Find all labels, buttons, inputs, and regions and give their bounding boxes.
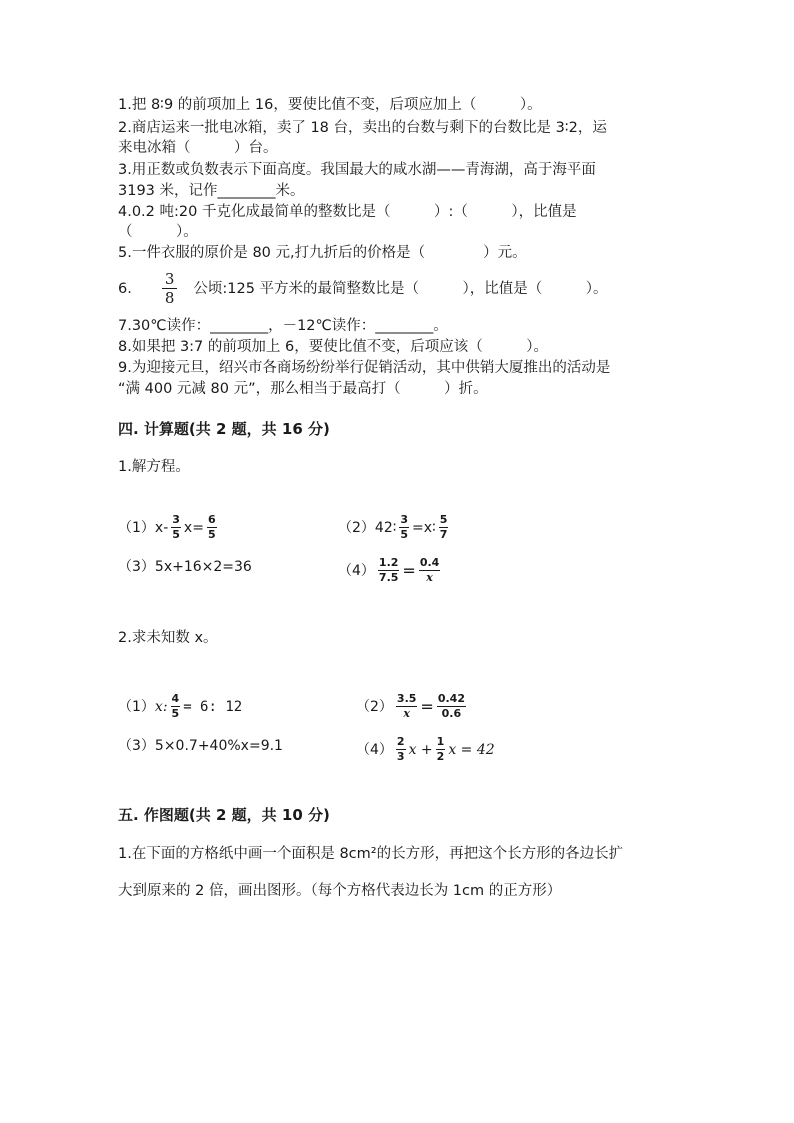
equation-term: x= — [183, 519, 204, 536]
fraction-numerator: 2 — [396, 735, 405, 748]
question-number: 6. — [118, 280, 132, 297]
fraction — [436, 736, 446, 763]
equation-text: 5×0.7+40%x=9.1 — [154, 738, 283, 754]
equation-1-2 — [338, 514, 451, 541]
question-3-4-line1: 4.0.2 吨:20 千克化成最简单的整数比是（ ）:（ ），比值是 — [118, 204, 577, 220]
equation-2-1 — [118, 693, 242, 720]
equation-term: x: — [154, 698, 168, 715]
fraction-numerator: 3 — [172, 513, 180, 526]
question-3-7: 7.30℃读作：________，－12℃读作：________。 — [118, 318, 448, 334]
equation-1-1 — [118, 514, 220, 541]
fraction — [439, 514, 449, 541]
item-label: （4） — [356, 741, 393, 758]
fraction-denominator: 2 — [436, 750, 445, 763]
question-3-4-line2: （ ）。 — [118, 224, 198, 240]
fraction-denominator: 7.5 — [378, 571, 399, 584]
question-3-3-line2: 3193 米，记作________米。 — [118, 183, 305, 199]
equation-2-3 — [118, 736, 283, 756]
item-label: （2） — [356, 698, 393, 715]
equals-sign: = — [402, 560, 416, 580]
fraction — [396, 736, 406, 763]
fraction-numerator: 3.5 — [396, 692, 417, 705]
fraction-numerator: 3 — [162, 270, 178, 289]
fraction — [399, 514, 409, 541]
equation-term: x- — [154, 519, 169, 536]
equation-1-3 — [118, 557, 252, 577]
item-label: （1） — [118, 698, 155, 715]
fraction-denominator: 3 — [396, 750, 405, 763]
item-label: （1） — [118, 519, 155, 536]
fraction — [396, 693, 418, 720]
question-3-9-line2: “满 400 元减 80 元”，那么相当于最高打（ ）折。 — [118, 381, 488, 397]
fraction-numerator: 1.2 — [378, 556, 399, 569]
fraction-denominator: 7 — [439, 528, 448, 541]
fraction-numerator: 1 — [436, 735, 445, 748]
fraction-denominator: 8 — [164, 289, 175, 307]
equation-term: x + — [408, 741, 433, 758]
fraction — [171, 514, 181, 541]
question-3-9-line1: 9.为迎接元旦，绍兴市各商场纷纷举行促销活动，其中供销大厦推出的活动是 — [118, 360, 611, 376]
equation-text: 5x+16×2=36 — [154, 559, 252, 575]
fraction — [207, 514, 217, 541]
equation-term: = 6: 12 — [183, 698, 243, 715]
question-3-8: 8.如果把 3:7 的前项加上 6，要使比值不变，后项应该（ ）。 — [118, 339, 548, 355]
question-3-5: 5.一件衣服的原价是 80 元,打九折后的价格是（ ）元。 — [118, 245, 527, 261]
fraction-numerator: 0.4 — [419, 556, 440, 569]
question-text: 公顷:125 平方米的最简整数比是（ ），比值是（ ）。 — [193, 280, 608, 297]
fraction-denominator: 5 — [172, 528, 180, 541]
equation-1-4 — [338, 557, 443, 584]
fraction-denominator: x — [403, 707, 410, 720]
question-3-2-line2: 来电冰箱（ ）台。 — [118, 140, 278, 156]
equation-2-4 — [356, 736, 495, 763]
equation-term: x = 42 — [448, 741, 495, 758]
fraction-three-eighths — [162, 270, 178, 307]
fraction-numerator: 0.42 — [437, 692, 465, 705]
fraction-denominator: x — [426, 571, 433, 584]
fraction-numerator: 5 — [439, 513, 448, 526]
item-label: （4） — [338, 562, 375, 579]
item-label: （2） — [338, 519, 375, 536]
question-3-2-line1: 2.商店运来一批电冰箱，卖了 18 台，卖出的台数与剩下的台数比是 3∶2，运 — [118, 120, 607, 136]
fraction-denominator: 5 — [400, 528, 409, 541]
fraction-denominator: 5 — [207, 528, 216, 541]
fraction — [437, 693, 466, 720]
fraction — [171, 693, 181, 720]
fraction — [378, 557, 400, 584]
item-label: （3） — [118, 559, 155, 575]
item-label: （3） — [118, 738, 155, 754]
question-3-1: 1.把 8∶9 的前项加上 16，要使比值不变，后项应加上（ ）。 — [118, 97, 542, 113]
question-5-1-line2: 大到原来的 2 倍，画出图形。（每个方格代表边长为 1cm 的正方形） — [118, 883, 562, 899]
section-4-problem-1-title: 1.解方程。 — [118, 459, 190, 475]
equation-term: 42∶ — [374, 519, 397, 536]
fraction — [419, 557, 441, 584]
section-5-heading: 五. 作图题(共 2 题，共 10 分) — [118, 806, 330, 824]
equation-term: =x∶ — [412, 519, 436, 536]
fraction-numerator: 4 — [171, 692, 180, 705]
question-5-1-line1: 1.在下面的方格纸中画一个面积是 8cm²的长方形，再把这个长方形的各边长扩 — [118, 846, 624, 862]
equals-sign: = — [420, 696, 434, 716]
fraction-denominator: 5 — [171, 707, 180, 720]
question-3-3-line1: 3.用正数或负数表示下面高度。我国最大的咸水湖——青海湖，高于海平面 — [118, 162, 596, 178]
fraction-numerator: 3 — [400, 513, 409, 526]
question-3-6 — [118, 270, 608, 307]
equation-2-2 — [356, 693, 469, 720]
fraction-numerator: 6 — [207, 513, 216, 526]
section-4-heading: 四. 计算题(共 2 题，共 16 分) — [118, 420, 330, 438]
section-4-problem-2-title: 2.求未知数 x。 — [118, 630, 218, 646]
fraction-denominator: 0.6 — [441, 707, 462, 720]
